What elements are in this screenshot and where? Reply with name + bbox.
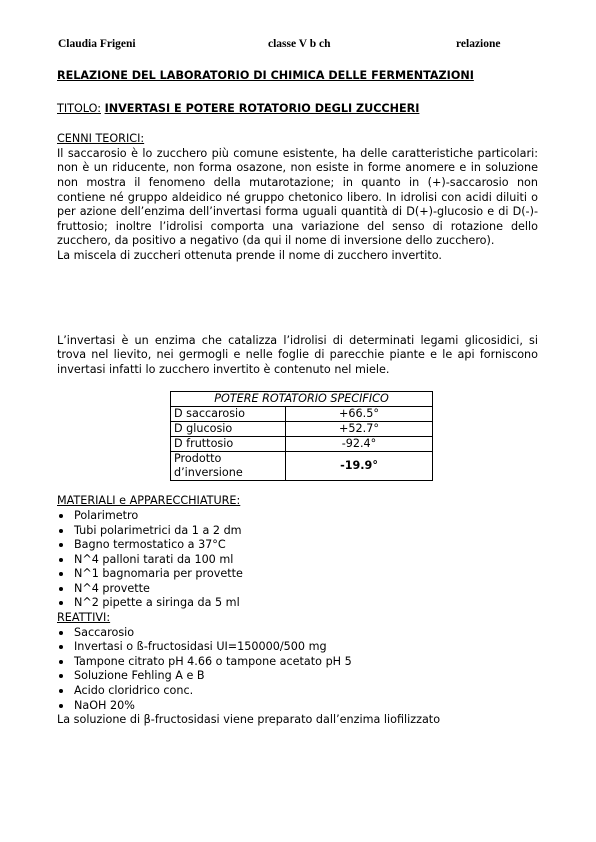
title-line	[57, 102, 538, 117]
bullet-icon	[59, 645, 63, 649]
class-label: classe V b ch	[268, 38, 331, 50]
reagents-list	[57, 626, 538, 714]
materials-list	[57, 509, 538, 611]
list-item: N^4 palloni tarati da 100 ml	[57, 553, 538, 568]
bullet-icon	[59, 543, 63, 547]
table-row	[171, 422, 433, 437]
list-item: N^4 provette	[57, 582, 538, 597]
cenni-paragraph: Il saccarosio è lo zucchero più comune esistente, ha delle caratteristiche particolari: non è un riducente, non forma osazone, non esiste in forme anomere e in soluzione non mostra il fenomeno della mutarotazione; in quanto in (+)-saccarosio non contiene né gruppo aldeidico né gruppo chetonico libero. In idrolisi con acidi diluiti o per azione dell’enzima dell’invertasi forma uguali quantità di D(+)-glucosio e di D(-)-fruttosio; inoltre l’idrolisi comporta una variazione del senso di rotazione dello zucchero, da positivo a negativo (da qui il nome di inversione dello zucchero).	[57, 146, 538, 248]
bullet-icon	[59, 514, 63, 518]
list-item: N^2 pipette a siringa da 5 ml	[57, 596, 538, 611]
sugar-name: D saccarosio	[171, 407, 286, 422]
cenni-line: La miscela di zuccheri ottenuta prende il nome di zucchero invertito.	[57, 248, 442, 262]
bullet-icon	[59, 529, 63, 533]
invertasi-paragraph: L’invertasi è un enzima che catalizza l’idrolisi di determinati legami glicosidici, si trova nel lievito, nei germogli e nelle foglie di parecchie piante e le api forniscono invertasi infatti lo zucchero invertito è contenuto nel miele.	[57, 333, 538, 376]
bullet-icon	[59, 601, 63, 605]
bullet-icon	[59, 587, 63, 591]
materials-heading: MATERIALI e APPARECCHIATURE:	[57, 494, 241, 508]
sugar-value: -92.4°	[286, 437, 433, 452]
document-body	[57, 69, 538, 728]
sugar-value: +66.5°	[286, 407, 433, 422]
author-name: Claudia Frigeni	[58, 38, 136, 50]
bullet-icon	[59, 558, 63, 562]
list-item: NaOH 20%	[57, 699, 538, 714]
bullet-icon	[59, 689, 63, 693]
sugar-value: +52.7°	[286, 422, 433, 437]
main-title: RELAZIONE DEL LABORATORIO DI CHIMICA DELLE FERMENTAZIONI	[57, 69, 474, 82]
reagents-heading: REATTIVI:	[57, 611, 111, 625]
table-caption: POTERE ROTATORIO SPECIFICO	[171, 392, 433, 407]
sugar-name: D fruttosio	[171, 437, 286, 452]
final-note: La soluzione di β-fructosidasi viene preparato dall’enzima liofilizzato	[57, 713, 441, 727]
title-label: TITOLO:	[57, 101, 101, 115]
table-row	[171, 407, 433, 422]
bullet-icon	[59, 704, 63, 708]
list-item: Saccarosio	[57, 626, 538, 641]
list-item: N^1 bagnomaria per provette	[57, 567, 538, 582]
bullet-icon	[59, 674, 63, 678]
page-header	[58, 38, 538, 54]
list-item: Polarimetro	[57, 509, 538, 524]
title-value: INVERTASI E POTERE ROTATORIO DEGLI ZUCCHERI	[104, 101, 420, 115]
bullet-icon	[59, 572, 63, 576]
table-row	[171, 452, 433, 481]
sugar-name: Prodotto d’inversione	[171, 452, 286, 481]
list-item: Tubi polarimetrici da 1 a 2 dm	[57, 524, 538, 539]
document-type: relazione	[456, 38, 501, 50]
bullet-icon	[59, 631, 63, 635]
blank-space	[57, 264, 538, 334]
bullet-icon	[59, 660, 63, 664]
table-row	[171, 437, 433, 452]
list-item: Acido cloridrico conc.	[57, 684, 538, 699]
cenni-section	[57, 132, 538, 263]
sugar-name: D glucosio	[171, 422, 286, 437]
rotation-table	[170, 391, 433, 481]
list-item: Soluzione Fehling A e B	[57, 669, 538, 684]
list-item: Invertasi o ß-fructosidasi UI=150000/500 mg	[57, 640, 538, 655]
list-item: Bagno termostatico a 37°C	[57, 538, 538, 553]
sugar-value: -19.9°	[286, 452, 433, 481]
materials-section	[57, 494, 538, 713]
cenni-heading: CENNI TEORICI:	[57, 132, 145, 146]
list-item: Tampone citrato pH 4.66 o tampone acetato pH 5	[57, 655, 538, 670]
